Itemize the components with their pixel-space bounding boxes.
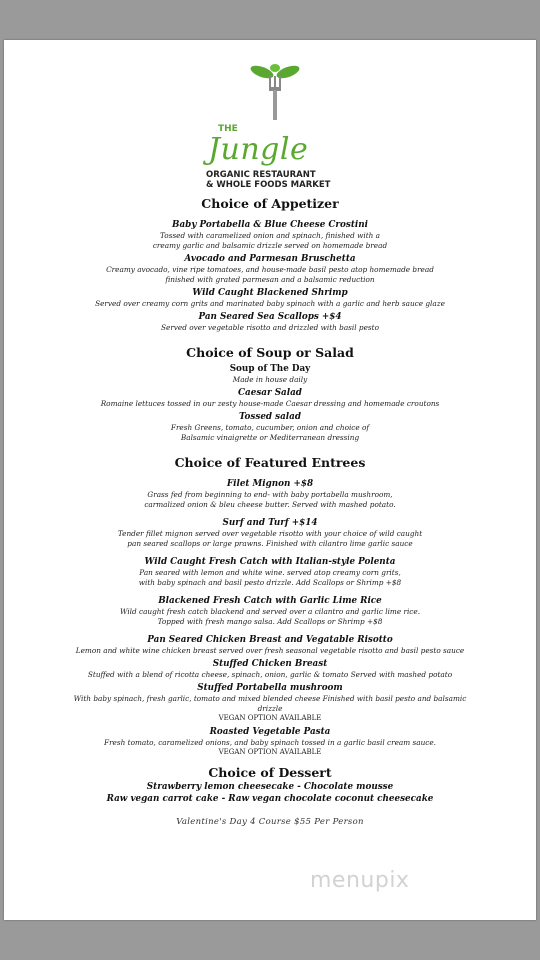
caesar-desc: Romaine lettuces tossed in our zesty house-made Caesar dressing and homemade croutons [100,399,440,408]
dessert-heading: Choice of Dessert [208,765,332,780]
appetizer-4-name: Pan Seared Sea Scallops +$4 [198,312,342,322]
entree-7-desc: With baby spinach, fresh garlic, tomato and mixed blended cheese Finished with basil pesto and balsamic drizzle [73,694,467,713]
caesar-name: Caesar Salad [238,388,302,398]
entree-4-desc: Wild caught fresh catch blackend and served over a cilantro and garlic lime rice. Topped with fresh mango salsa. Add Scallops or Shrimp +$8 [119,607,421,626]
logo-subtitle-2: & WHOLE FOODS MARKET [206,180,331,190]
appetizer-2-name: Avocado and Parmesan Bruschetta [184,254,356,264]
logo-name: Jungle [208,132,309,167]
price-note: Valentine's Day 4 Course $55 Per Person [176,817,364,827]
entree-2-desc: Tender fillet mignon served over vegetable risotto with your choice of wild caught pan seared scallops or large prawns. Finished with cilantro lime garlic sauce [117,529,423,548]
entree-7-vegan: VEGAN OPTION AVAILABLE [218,714,322,722]
entree-5-name: Pan Seared Chicken Breast and Vegatable Risotto [147,635,393,645]
appetizer-3-name: Wild Caught Blackened Shrimp [192,288,348,298]
appetizer-4-desc: Served over vegetable risotto and drizzled with basil pesto [161,323,379,332]
entree-4-name: Blackened Fresh Catch with Garlic Lime Rice [158,596,382,606]
soup-desc: Made in house daily [232,375,308,384]
entree-3-name: Wild Caught Fresh Catch with Italian-style Polenta [144,557,396,567]
entree-8-desc: Fresh tomato, caramelized onions, and baby spinach tossed in a garlic basil cream sauce. [104,737,436,747]
entree-3-desc: Pan seared with lemon and white wine. served atop creamy corn grits, with baby spinach and basil pesto drizzle. Add Scallops or Shrimp +$8 [138,568,402,587]
logo-subtitle-1: ORGANIC RESTAURANT [206,170,316,180]
appetizer-1-name: Baby Portabella & Blue Cheese Crostini [172,220,368,230]
dessert-line-1: Strawberry lemon cheesecake - Chocolate mousse [146,782,394,792]
tossed-salad-desc: Fresh Greens, tomato, cucumber, onion and choice of Balsamic vinaigrette or Mediterranean dressing [170,423,370,442]
entree-7-name: Stuffed Portabella mushroom [197,683,343,693]
entrees-heading: Choice of Featured Entrees [174,455,366,470]
entree-8-vegan: VEGAN OPTION AVAILABLE [218,747,322,756]
appetizer-heading: Choice of Appetizer [201,196,339,211]
appetizer-1-desc: Tossed with caramelized onion and spinach, finished with a creamy garlic and balsamic drizzle served on homemade bread [152,231,388,250]
menu-content [0,196,540,827]
entree-6-desc: Stuffed with a blend of ricotta cheese, spinach, onion, garlic & tomato Served with mashed potato [87,670,453,679]
appetizer-2-desc: Creamy avocado, vine ripe tomatoes, and house-made basil pesto atop homemade bread finished with grated parmesan and a balsamic reduction [106,265,434,284]
entree-1-desc: Grass fed from beginning to end- with baby portabella mushroom, carmalized onion & bleu cheese butter. Served with mashed potato. [144,490,396,509]
soup-name: Soup of The Day [229,364,311,374]
entree-5-desc: Lemon and white wine chicken breast served over fresh seasonal vegetable risotto and basil pesto sauce [75,646,465,655]
logo-the-text: THE [218,124,238,134]
dessert-line-2: Raw vegan carrot cake - Raw vegan chocolate coconut cheesecake [106,794,434,804]
soup-salad-heading: Choice of Soup or Salad [186,345,354,360]
entree-8-name: Roasted Vegetable Pasta [209,726,331,737]
entree-6-name: Stuffed Chicken Breast [212,659,328,669]
leaf-fork-icon [240,62,310,122]
appetizer-3-desc: Served over creamy corn grits and marinated baby spinach with a garlic and herb sauce glaze [95,299,445,308]
entree-1-name: Filet Mignon +$8 [226,479,314,489]
watermark-logo: menupix [310,868,410,893]
restaurant-logo [200,62,350,192]
entree-2-name: Surf and Turf +$14 [222,518,318,528]
tossed-salad-name: Tossed salad [239,412,301,422]
